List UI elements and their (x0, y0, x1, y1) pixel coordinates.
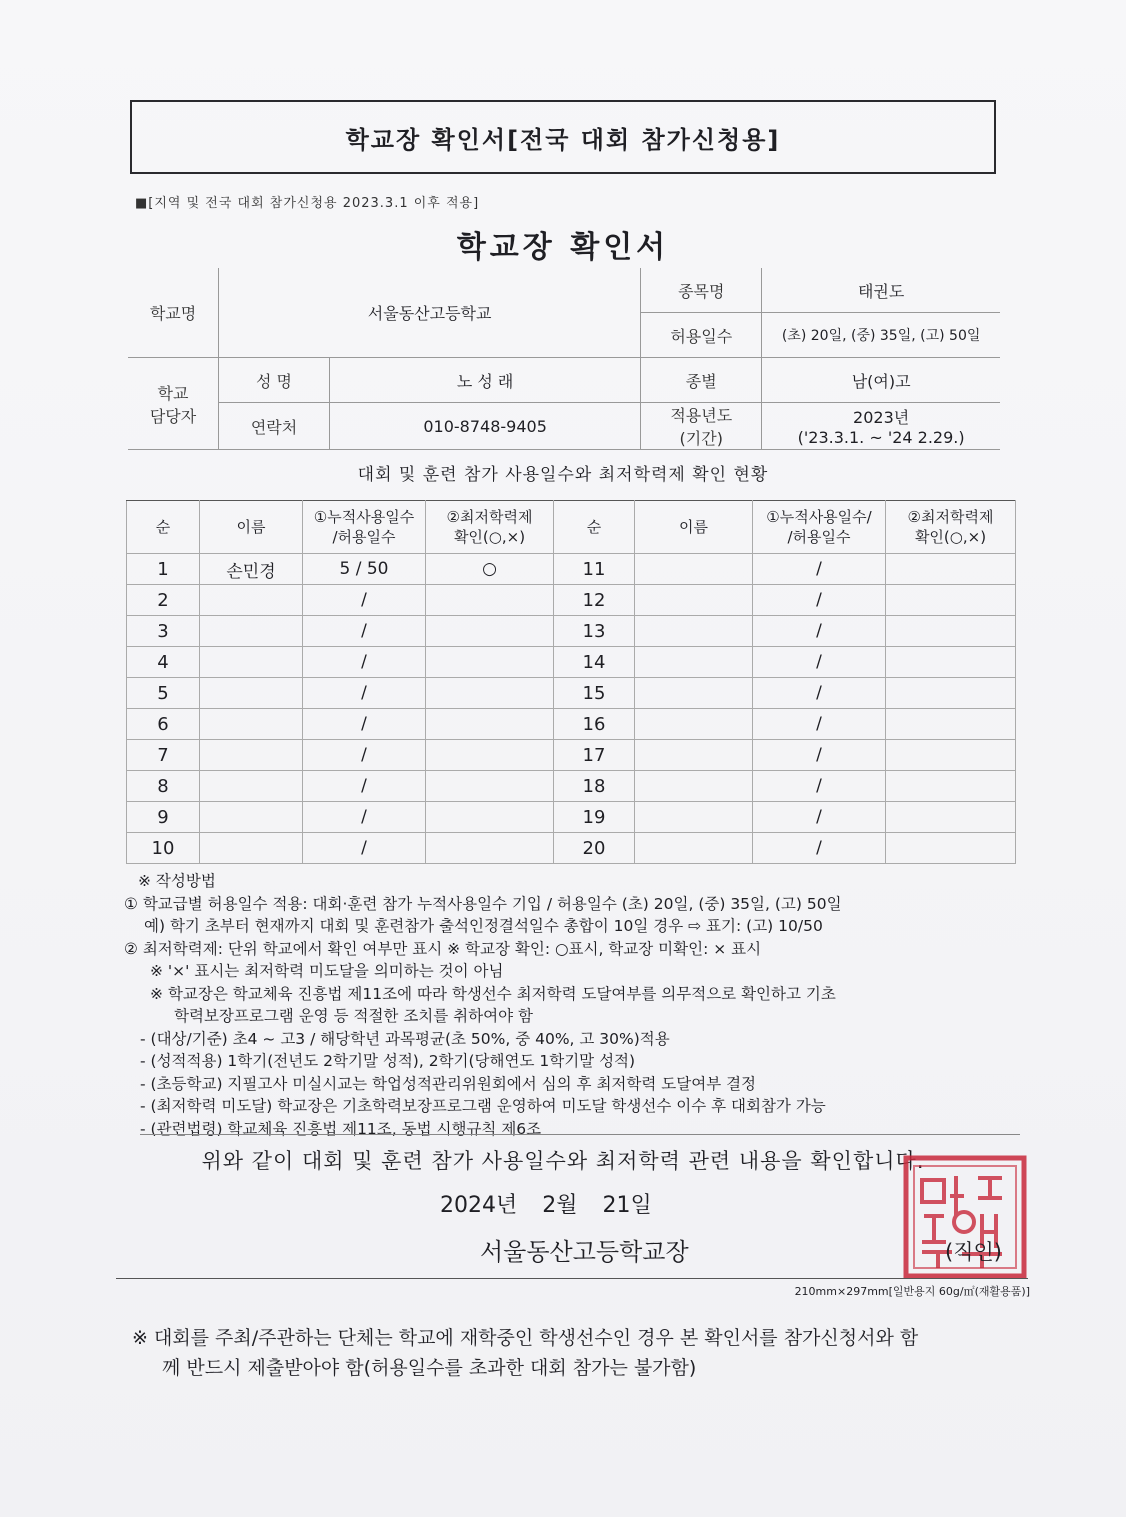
row-seq: 15 (554, 678, 635, 709)
row-seq: 2 (127, 585, 200, 616)
table-row (127, 709, 1016, 740)
footer-notice: ※ 대회를 주최/주관하는 단체는 학교에 재학중인 학생선수인 경우 본 확인서를 참가신청서와 함 께 반드시 제출받아야 함(허용일수를 초과한 대회 참가는 불가함) (132, 1327, 919, 1379)
table-row (127, 678, 1016, 709)
row-days: / (753, 740, 886, 771)
row-days: 5 / 50 (303, 554, 426, 585)
table-row (127, 802, 1016, 833)
section-title: 대회 및 훈련 참가 사용일수와 최저학력제 확인 현황 (357, 465, 769, 485)
col-name-left: 이름 (200, 501, 303, 554)
row-days: / (303, 678, 426, 709)
row-name (200, 647, 303, 678)
table-row (127, 771, 1016, 802)
row-days: / (303, 616, 426, 647)
apply-year-value: 2023년 ('23.3.1. ~ '24 2.29.) (762, 403, 1000, 450)
row-days: / (303, 585, 426, 616)
row-check (426, 771, 554, 802)
row-check (886, 647, 1016, 678)
row-check (886, 678, 1016, 709)
row-seq: 8 (127, 771, 200, 802)
row-name (635, 709, 753, 740)
name-value: 노 성 래 (330, 358, 641, 403)
method-line-4: ※ '×' 표시는 최저학력 미도달을 의미하는 것이 아님 (150, 962, 504, 980)
table-row (127, 554, 1016, 585)
table-row (127, 740, 1016, 771)
row-check (426, 647, 554, 678)
row-name (635, 585, 753, 616)
allowed-days-value: (초) 20일, (중) 35일, (고) 50일 (762, 313, 1000, 358)
row-days: / (303, 647, 426, 678)
row-seq: 10 (127, 833, 200, 864)
col-check-right: ②최저학력제 확인(○,×) (886, 501, 1016, 554)
row-name (635, 740, 753, 771)
row-days: / (303, 771, 426, 802)
paper-spec: 210mm×297mm[일반용지 60g/㎡(재활용품)] (794, 1285, 1030, 1298)
method-line-3: ② 최저학력제: 단위 학교에서 확인 여부만 표시 ※ 학교장 확인: ○표시, 학교장 미확인: × 표시 (124, 939, 762, 958)
row-name (200, 771, 303, 802)
row-check (886, 833, 1016, 864)
row-name (200, 802, 303, 833)
school-info-table (128, 268, 1000, 450)
row-days: / (303, 802, 426, 833)
row-seq: 16 (554, 709, 635, 740)
row-days: / (753, 647, 886, 678)
row-seq: 17 (554, 740, 635, 771)
row-days: / (753, 771, 886, 802)
row-seq: 12 (554, 585, 635, 616)
col-seq-left: 순 (127, 501, 200, 554)
col-check-left: ②최저학력제 확인(○,×) (426, 501, 554, 554)
row-name (200, 678, 303, 709)
table-row (127, 647, 1016, 678)
row-name (200, 740, 303, 771)
row-seq: 13 (554, 616, 635, 647)
row-check (886, 740, 1016, 771)
header-title: 학교장 확인서[전국 대회 참가신청용] (345, 125, 781, 154)
row-days: / (753, 678, 886, 709)
sport-label: 종목명 (641, 268, 762, 313)
manager-label: 학교 담당자 (128, 358, 219, 450)
row-days: / (753, 585, 886, 616)
table-row (127, 616, 1016, 647)
row-seq: 11 (554, 554, 635, 585)
row-check (426, 616, 554, 647)
row-days: / (753, 554, 886, 585)
method-title: ※ 작성방법 (138, 872, 216, 890)
row-days: / (753, 833, 886, 864)
row-name (200, 616, 303, 647)
row-seq: 20 (554, 833, 635, 864)
gender-value: 남(여)고 (762, 358, 1000, 403)
principal-name: 서울동산고등학교장 (480, 1238, 689, 1266)
row-days: / (303, 709, 426, 740)
applicability-note: ■[지역 및 전국 대회 참가신청용 2023.3.1 이후 적용] (135, 196, 480, 211)
method-line-2: 예) 학기 초부터 현재까지 대회 및 훈련참가 출석인정결석일수 총합이 10일 경우 ⇨ 표기: (고) 10/50 (144, 917, 823, 935)
confirm-statement: 위와 같이 대회 및 훈련 참가 사용일수와 최저학력 관련 내용을 확인합니다. (201, 1149, 925, 1173)
row-seq: 5 (127, 678, 200, 709)
row-seq: 18 (554, 771, 635, 802)
row-check (426, 585, 554, 616)
col-seq-right: 순 (554, 501, 635, 554)
method-line-9: - (초등학교) 지필고사 미실시교는 학업성적관리위원회에서 심의 후 최저학력 도달여부 결정 (140, 1074, 757, 1093)
sport-value: 태권도 (762, 268, 1000, 313)
row-name (635, 647, 753, 678)
row-name (635, 833, 753, 864)
bottom-rule (116, 1278, 1028, 1279)
row-seq: 14 (554, 647, 635, 678)
row-check (426, 678, 554, 709)
name-label: 성 명 (219, 358, 330, 403)
row-name (635, 678, 753, 709)
row-seq: 1 (127, 554, 200, 585)
row-check (426, 833, 554, 864)
row-days: / (753, 616, 886, 647)
method-line-8: - (성적적용) 1학기(전년도 2학기말 성적), 2학기(당해연도 1학기말 성적) (140, 1052, 636, 1070)
method-line-1: ① 학교급별 허용일수 적용: 대회·훈련 참가 누적사용일수 기입 / 허용일수 (초) 20일, (중) 35일, (고) 50일 (124, 894, 842, 913)
row-check (886, 771, 1016, 802)
method-line-7: - (대상/기준) 초4 ~ 고3 / 해당학년 과목평균(초 50%, 중 40%, 고 30%)적용 (140, 1029, 670, 1048)
table-row (127, 585, 1016, 616)
row-seq: 3 (127, 616, 200, 647)
contact-value: 010-8748-9405 (330, 403, 641, 450)
divider-line (140, 1134, 1020, 1135)
row-check (886, 802, 1016, 833)
row-seq: 4 (127, 647, 200, 678)
header-title-box (130, 100, 996, 174)
row-check: ○ (426, 554, 554, 585)
row-name (200, 833, 303, 864)
writing-method (124, 870, 1024, 1140)
gender-label: 종별 (641, 358, 762, 403)
method-line-11: - (관련법령) 학교체육 진흥법 제11조, 동법 시행규칙 제6조 (140, 1119, 542, 1138)
row-check (886, 554, 1016, 585)
method-line-6: 학력보장프로그램 운영 등 적절한 조치를 취하여야 함 (174, 1007, 533, 1025)
col-days-right: ①누적사용일수/ /허용일수 (753, 501, 886, 554)
row-check (886, 585, 1016, 616)
row-name (635, 616, 753, 647)
school-name-label: 학교명 (128, 268, 219, 358)
row-check (886, 616, 1016, 647)
row-seq: 9 (127, 802, 200, 833)
row-seq: 19 (554, 802, 635, 833)
row-days: / (303, 740, 426, 771)
school-name-value: 서울동산고등학교 (219, 268, 641, 358)
row-check (426, 802, 554, 833)
row-check (886, 709, 1016, 740)
row-name (635, 802, 753, 833)
row-days: / (753, 802, 886, 833)
col-days-left: ①누적사용일수 /허용일수 (303, 501, 426, 554)
col-name-right: 이름 (635, 501, 753, 554)
allowed-days-label: 허용일수 (641, 313, 762, 358)
issue-date: 2024년 2월 21일 (440, 1193, 652, 1218)
apply-year-label: 적용년도 (기간) (641, 403, 762, 450)
row-days: / (303, 833, 426, 864)
row-check (426, 709, 554, 740)
table-row (127, 833, 1016, 864)
row-seq: 6 (127, 709, 200, 740)
row-name (200, 709, 303, 740)
seal-label: (직인) (945, 1240, 1002, 1264)
row-name (200, 585, 303, 616)
method-line-10: - (최저학력 미도달) 학교장은 기초학력보장프로그램 운영하여 미도달 학생선수 이수 후 대회참가 가능 (140, 1097, 826, 1115)
page-title: 학교장 확인서 (456, 230, 670, 265)
records-table (126, 500, 1016, 864)
row-name (635, 554, 753, 585)
row-check (426, 740, 554, 771)
contact-label: 연락처 (219, 403, 330, 450)
row-seq: 7 (127, 740, 200, 771)
row-days: / (753, 709, 886, 740)
row-name (635, 771, 753, 802)
row-name: 손민경 (200, 554, 303, 585)
method-line-5: ※ 학교장은 학교체육 진흥법 제11조에 따라 학생선수 최저학력 도달여부를 의무적으로 확인하고 기초 (150, 984, 836, 1003)
